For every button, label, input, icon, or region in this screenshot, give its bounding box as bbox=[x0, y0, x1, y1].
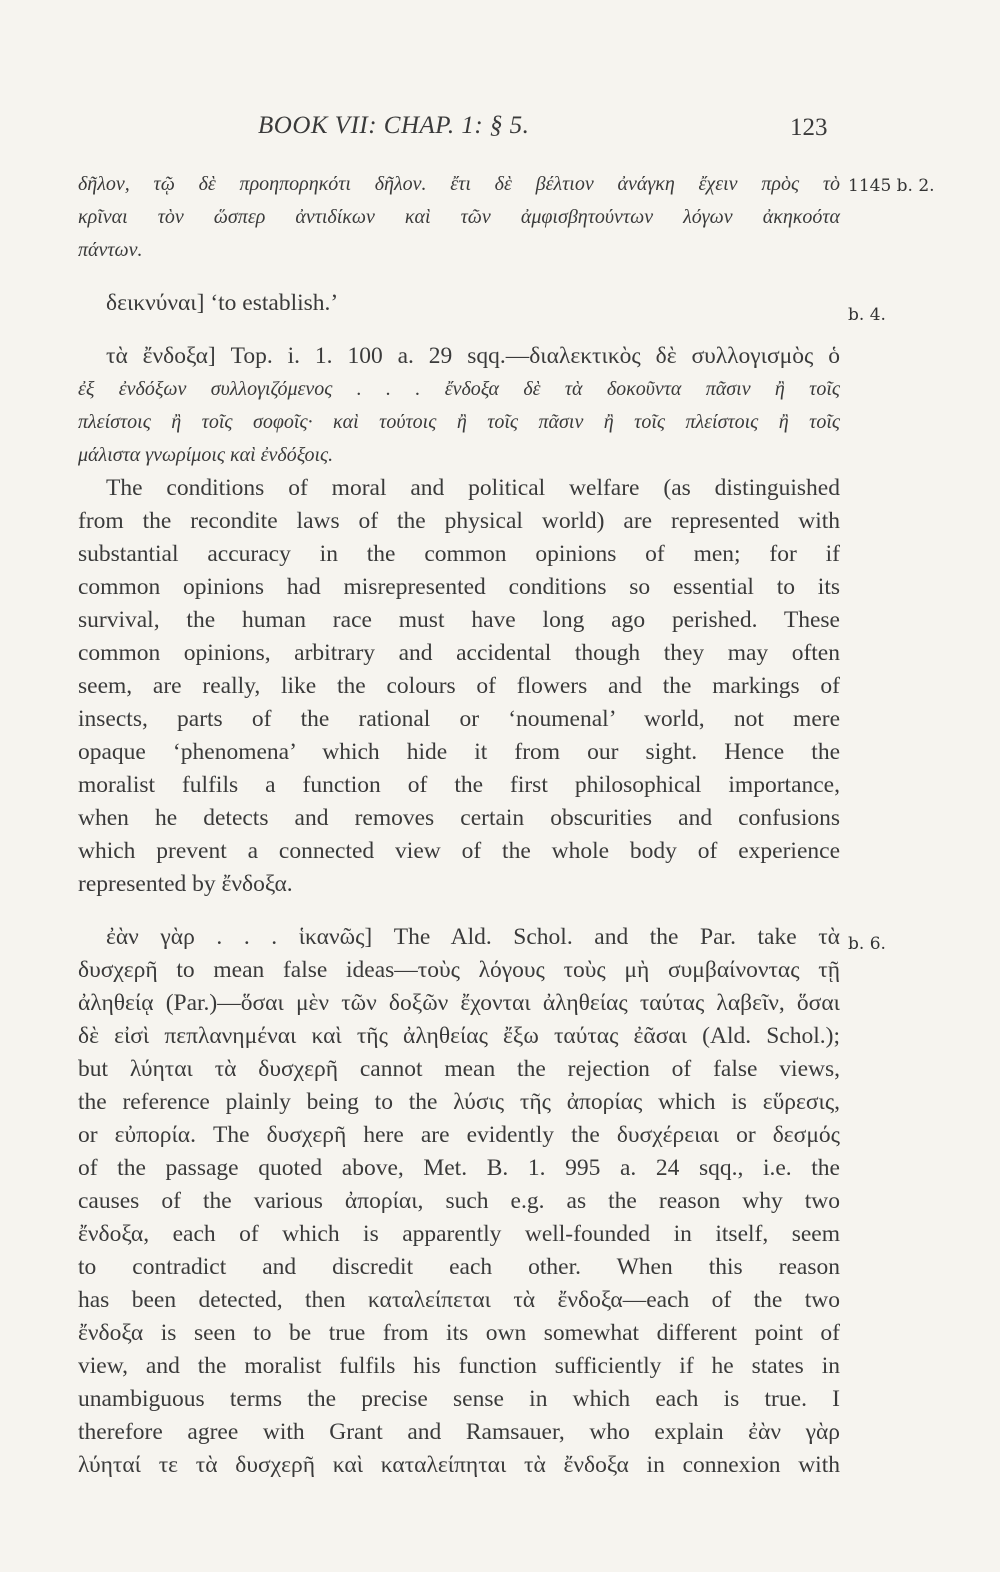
text-line: ἔνδοξα is seen to be true from its own somewhat different point of bbox=[78, 1320, 840, 1346]
text-line: of the passage quoted above, Met. B. 1. 995 a. 24 sqq., i.e. the bbox=[78, 1155, 840, 1181]
page-number: 123 bbox=[790, 114, 828, 141]
text-line: causes of the various ἀπορίαι, such e.g. as the reason why two bbox=[78, 1188, 840, 1214]
text-line: insects, parts of the rational or ‘noumenal’ world, not mere bbox=[78, 706, 840, 732]
margin-reference: b. 4. bbox=[848, 305, 886, 325]
text-line: κρῖναι τὸν ὥσπερ ἀντιδίκων καὶ τῶν ἀμφισβητούντων λόγων ἀκηκοότα bbox=[78, 206, 840, 228]
text-line: ἀληθείᾳ (Par.)—ὅσαι μὲν τῶν δοξῶν ἔχονται ἀληθείας ταύτας λαβεῖν, ὅσαι bbox=[78, 990, 840, 1016]
text-line: δυσχερῆ to mean false ideas—τοὺς λόγους τοὺς μὴ συμβαίνοντας τῇ bbox=[78, 957, 840, 983]
text-line: ἐὰν γὰρ . . . ἱκανῶς] The Ald. Schol. and the Par. take τὰ bbox=[106, 924, 840, 950]
paragraph-gap bbox=[78, 320, 840, 340]
text-line: has been detected, then καταλείπεται τὰ ἔνδοξα—each of the two bbox=[78, 1287, 840, 1313]
text-line: opaque ‘phenomena’ which hide it from our sight. Hence the bbox=[78, 739, 840, 765]
text-line: substantial accuracy in the common opinions of men; for if bbox=[78, 541, 840, 567]
text-line: δεικνύναι] ‘to establish.’ bbox=[106, 290, 339, 316]
text-line: πλείστοις ἢ τοῖς σοφοῖς· καὶ τούτοις ἢ τοῖς πᾶσιν ἢ τοῖς πλείστοις ἢ τοῖς bbox=[78, 411, 840, 433]
text-line: ἔνδοξα, each of which is apparently well-founded in itself, seem bbox=[78, 1221, 840, 1247]
margin-reference: b. 6. bbox=[848, 934, 886, 954]
text-line: μάλιστα γνωρίμοις καὶ ἐνδόξοις. bbox=[78, 444, 334, 466]
text-line: seem, are really, like the colours of flowers and the markings of bbox=[78, 673, 840, 699]
text-line: unambiguous terms the precise sense in which each is true. I bbox=[78, 1386, 840, 1412]
text-line: survival, the human race must have long ago perished. These bbox=[78, 607, 840, 633]
text-line: δῆλον, τῷ δὲ προηπορηκότι δῆλον. ἔτι δὲ βέλτιον ἀνάγκη ἔχειν πρὸς τὸ bbox=[78, 173, 840, 195]
text-line: view, and the moralist fulfils his function sufficiently if he states in bbox=[78, 1353, 840, 1379]
text-line: πάντων. bbox=[78, 239, 143, 261]
body-text bbox=[78, 168, 840, 1482]
text-line: represented by ἔνδοξα. bbox=[78, 871, 293, 897]
text-line: ἐξ ἐνδόξων συλλογιζόμενος . . . ἔνδοξα δὲ τὰ δοκοῦντα πᾶσιν ἢ τοῖς bbox=[78, 378, 840, 400]
margin-reference: 1145 b. 2. bbox=[848, 176, 935, 196]
text-line: but λύηται τὰ δυσχερῆ cannot mean the rejection of false views, bbox=[78, 1056, 840, 1082]
text-line: moralist fulfils a function of the first philosophical importance, bbox=[78, 772, 840, 798]
text-line: to contradict and discredit each other. When this reason bbox=[78, 1254, 840, 1280]
paragraph-gap bbox=[78, 901, 840, 921]
running-head bbox=[0, 112, 1000, 148]
running-title: BOOK VII: CHAP. 1: § 5. bbox=[258, 112, 530, 139]
text-line: common opinions had misrepresented conditions so essential to its bbox=[78, 574, 840, 600]
text-line: from the recondite laws of the physical world) are represented with bbox=[78, 508, 840, 534]
text-line: when he detects and removes certain obscurities and confusions bbox=[78, 805, 840, 831]
text-line: which prevent a connected view of the whole body of experience bbox=[78, 838, 840, 864]
text-line: The conditions of moral and political welfare (as distinguished bbox=[106, 475, 840, 501]
text-line: therefore agree with Grant and Ramsauer, who explain ἐὰν γὰρ bbox=[78, 1419, 840, 1445]
text-line: common opinions, arbitrary and accidental though they may often bbox=[78, 640, 840, 666]
text-line: λύηταί τε τὰ δυσχερῆ καὶ καταλείπηται τὰ ἔνδοξα in connexion with bbox=[78, 1452, 840, 1478]
text-line: the reference plainly being to the λύσις τῆς ἀπορίας which is εὕρεσις, bbox=[78, 1089, 840, 1115]
text-line: τὰ ἔνδοξα] Top. i. 1. 100 a. 29 sqq.—διαλεκτικὸς δὲ συλλογισμὸς ὁ bbox=[106, 343, 840, 369]
paragraph-gap bbox=[78, 267, 840, 287]
text-line: or εὐπορία. The δυσχερῆ here are evidently the δυσχέρειαι or δεσμός bbox=[78, 1122, 840, 1148]
text-line: δὲ εἰσὶ πεπλανημέναι καὶ τῆς ἀληθείας ἔξω ταύτας ἐᾶσαι (Ald. Schol.); bbox=[78, 1023, 840, 1049]
